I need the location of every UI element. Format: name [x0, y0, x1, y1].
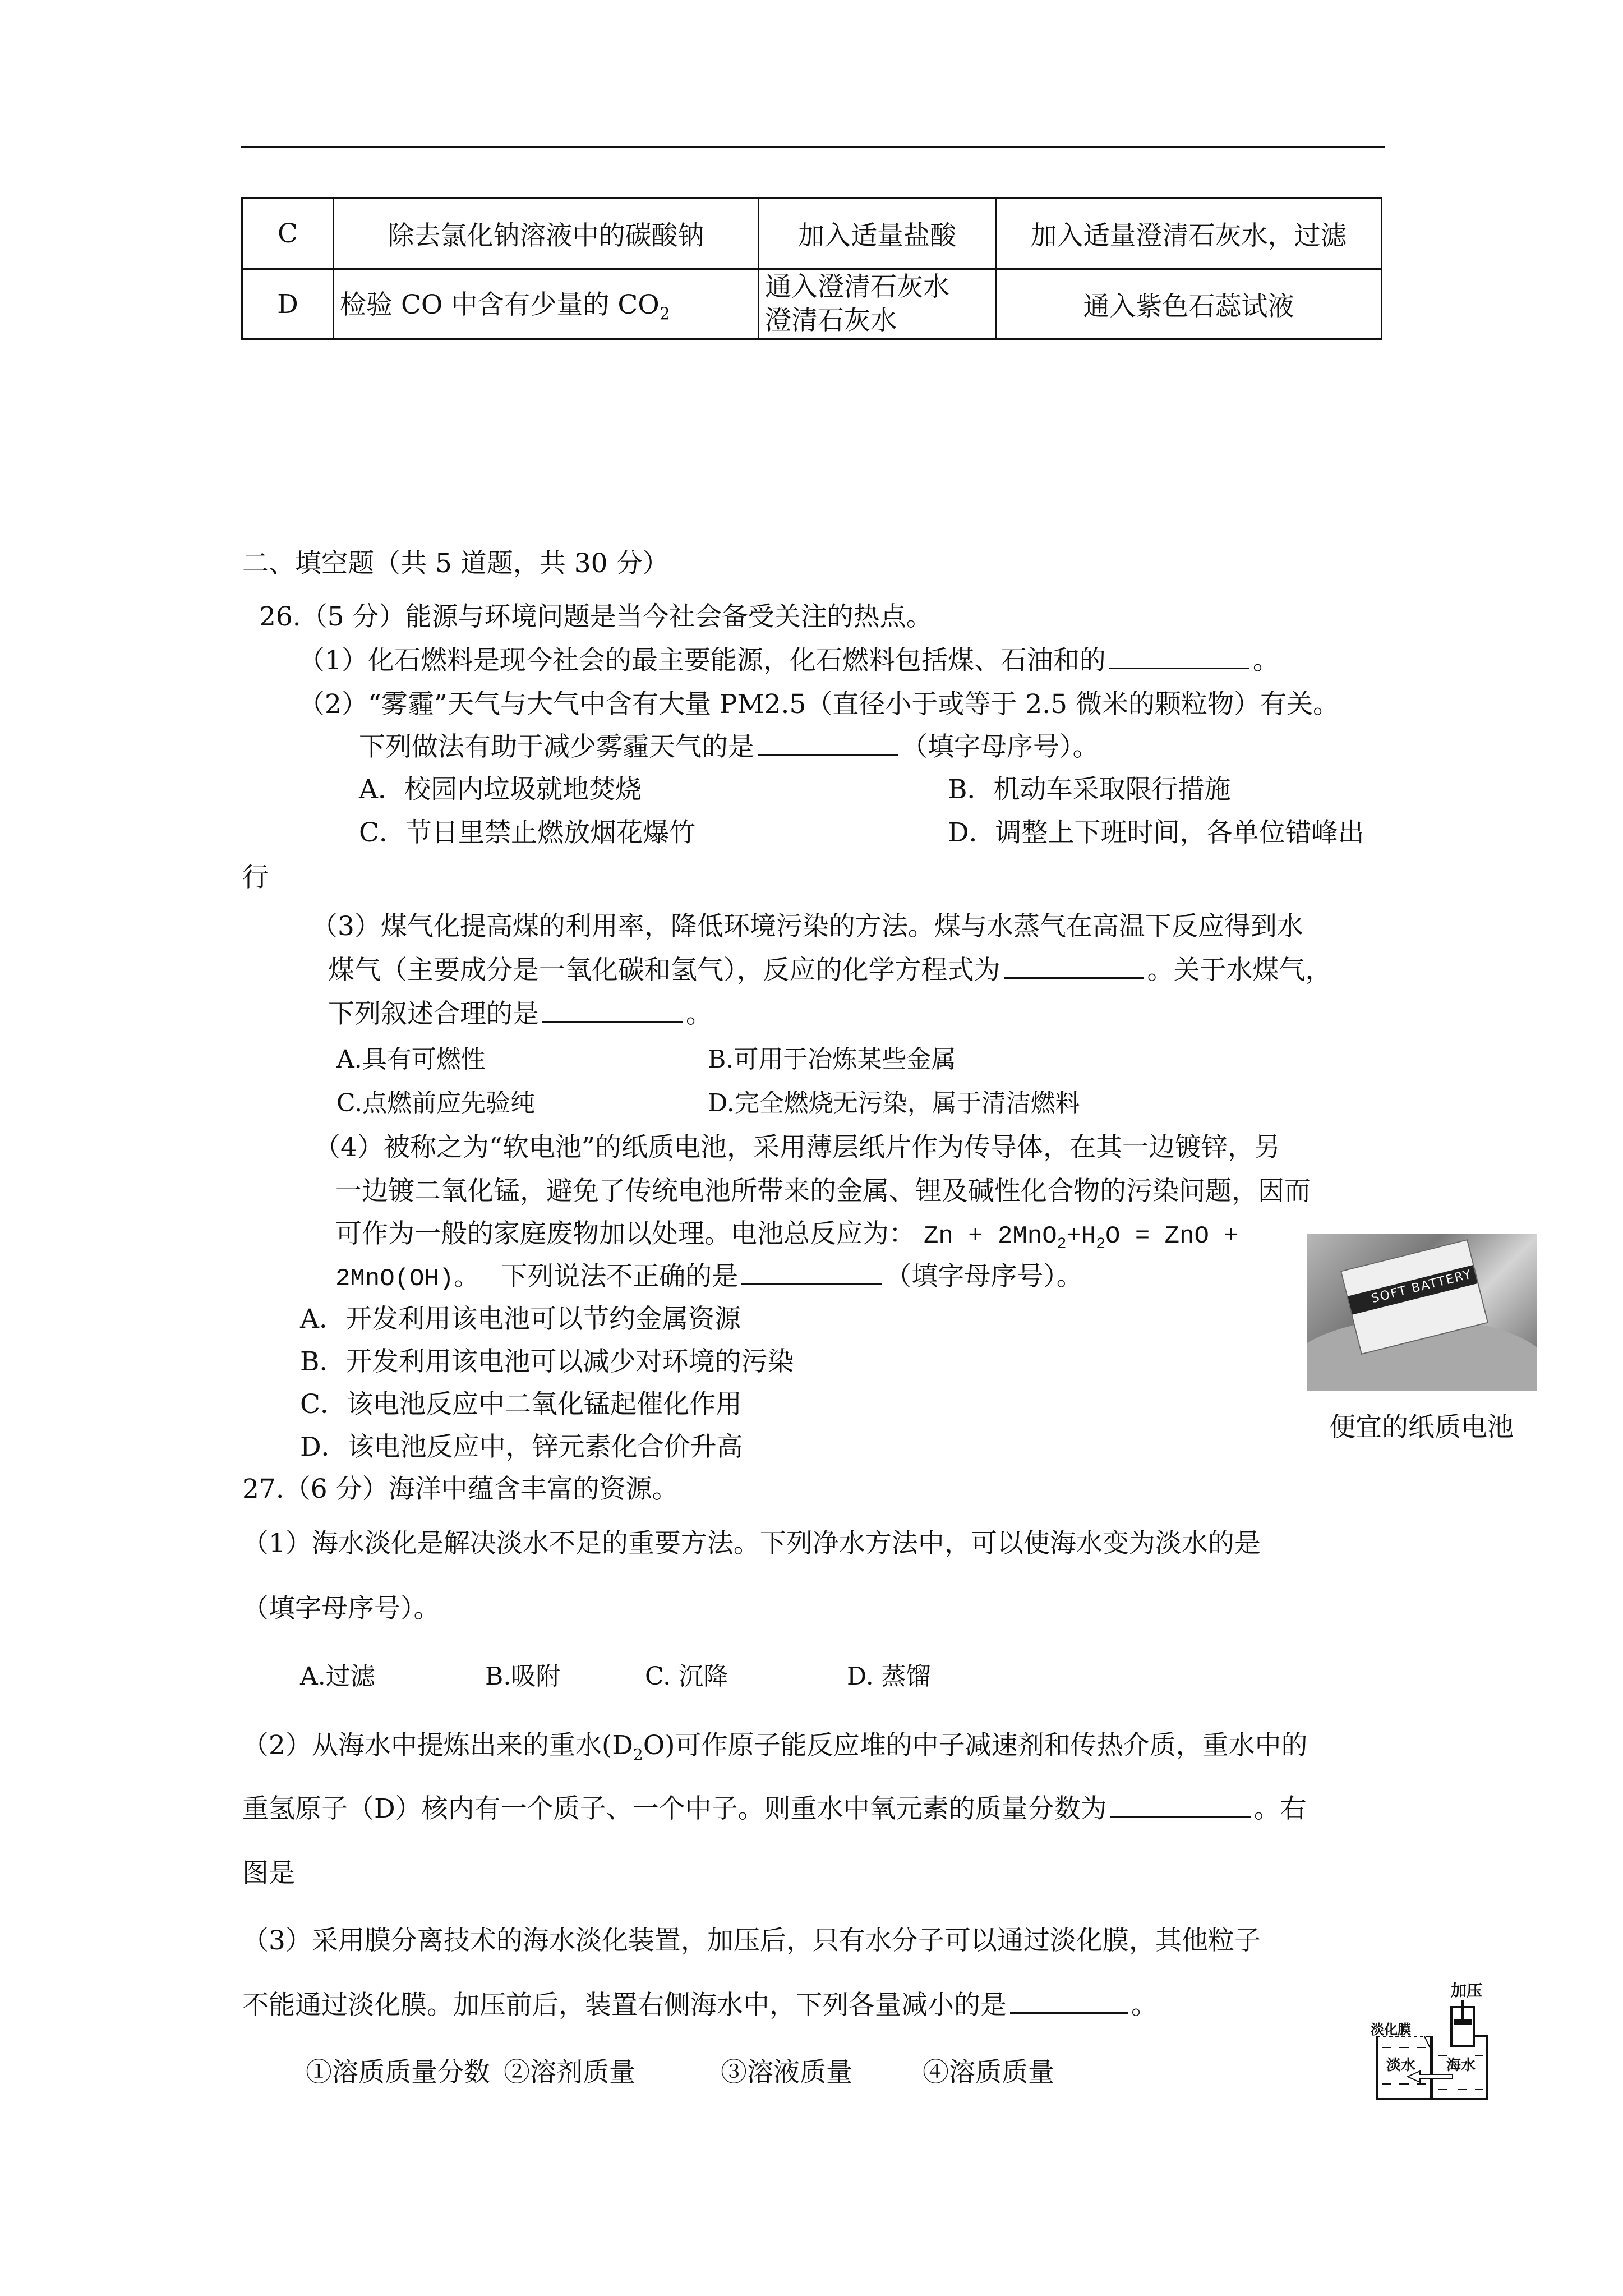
- q26-p4-option-b: B．开发利用该电池可以减少对环境的污染: [300, 1346, 794, 1377]
- answer-blank: [542, 999, 683, 1023]
- q27-part2-line3: 图是: [242, 1858, 295, 1889]
- q27-option-c: C. 沉降: [645, 1662, 728, 1691]
- q27-p3-option-2: ②溶剂质量: [504, 2057, 635, 2088]
- q26-part2-line2: 下列做法有助于减少雾霾天气的是 （填字母序号）。: [359, 731, 1099, 762]
- q27-option-d: D. 蒸馏: [847, 1662, 931, 1691]
- method-one: 加入适量盐酸: [759, 199, 996, 269]
- method-two: 通入紫色石蕊试液: [996, 269, 1382, 339]
- q26-part3-line2: 煤气（主要成分是一氧化碳和氢气），反应的化学方程式为 。关于水煤气，: [328, 955, 1332, 986]
- answer-blank: [1004, 955, 1144, 979]
- q26-part2-line1: （2）“雾霾”天气与大气中含有大量 PM2.5（直径小于或等于 2.5 微米的颗粒物）有关。: [298, 689, 1340, 720]
- header-rule: [241, 146, 1385, 148]
- answer-blank: [1110, 1793, 1251, 1818]
- q26-p3-option-c: C.点燃前应先验纯: [336, 1089, 536, 1117]
- option-letter: D: [242, 269, 334, 339]
- answer-blank: [1109, 645, 1249, 669]
- membrane-label: 淡化膜: [1371, 2022, 1411, 2037]
- pressure-label: 加压: [1450, 1981, 1483, 2000]
- reaction-equation: $Zn + 2MnO_2+H_2O$ = ZnO +: [923, 1222, 1239, 1253]
- q27-part3-line2: 不能通过淡化膜。加压前后，装置右侧海水中，下列各量减小的是 。: [242, 1990, 1158, 2021]
- experiment-aim: 检验 CO 中含有少量的 $CO_2$: [334, 269, 759, 339]
- q27-option-a: A.过滤: [300, 1662, 375, 1691]
- q26-p3-option-b: B.可用于冶炼某些金属: [708, 1045, 956, 1074]
- sea-water-label: 海水: [1446, 2057, 1476, 2074]
- q26-part3-line3: 下列叙述合理的是 。: [328, 999, 712, 1029]
- q26-part4-line3: 可作为一般的家庭废物加以处理。电池总反应为： $Zn + 2MnO_2+H_2O$ = ZnO +: [335, 1218, 1239, 1253]
- q26-part4-line4: 2MnO(OH)。 下列说法不正确的是 （填字母序号）。: [335, 1261, 1083, 1293]
- paper-battery-photo: [1307, 1234, 1537, 1391]
- q26-option-d: D．调整上下班时间，各单位错峰出: [948, 817, 1364, 848]
- options-table: [241, 197, 1382, 340]
- method-two: 加入适量澄清石灰水，过滤: [996, 199, 1382, 269]
- section-title: 二、填空题（共 5 道题，共 30 分）: [242, 548, 669, 579]
- q26-part3-line1: （3）煤气化提高煤的利用率，降低环境污染的方法。煤与水蒸气在高温下反应得到水: [311, 911, 1303, 942]
- q26-stem: 26.（5 分）能源与环境问题是当今社会备受关注的热点。: [259, 601, 933, 632]
- q26-p4-option-a: A．开发利用该电池可以节约金属资源: [300, 1304, 741, 1335]
- q26-option-b: B．机动车采取限行措施: [948, 774, 1231, 805]
- answer-blank: [758, 731, 898, 756]
- table-row: [242, 269, 1382, 339]
- q26-part4-line1: （4）被称之为“软电池”的纸质电池，采用薄层纸片作为传导体，在其一边镀锌，另: [314, 1132, 1280, 1163]
- q27-p3-option-1: ①溶质质量分数: [306, 2057, 490, 2088]
- q27-option-b: B.吸附: [485, 1662, 561, 1691]
- q26-p4-option-c: C．该电池反应中二氧化锰起催化作用: [300, 1389, 742, 1420]
- q26-option-c: C．节日里禁止燃放烟花爆竹: [359, 817, 695, 848]
- fresh-water-label: 淡水: [1386, 2057, 1416, 2074]
- q26-part4-line2: 一边镀二氧化锰，避免了传统电池所带来的金属、锂及碱性化合物的污染问题，因而: [335, 1176, 1311, 1207]
- answer-blank: [741, 1261, 882, 1285]
- q27-p3-option-4: ④溶质质量: [923, 2057, 1054, 2088]
- photo-caption: 便宜的纸质电池: [1329, 1412, 1514, 1443]
- q26-option-d-wrap: 行: [242, 862, 269, 893]
- piston-head: [1454, 2019, 1472, 2025]
- battery-logo: SOFT BATTERY: [1370, 1267, 1474, 1306]
- option-letter: C: [242, 199, 334, 269]
- q26-p3-option-a: A.具有可燃性: [336, 1045, 486, 1074]
- q27-part2-line1: （2）从海水中提炼出来的重水$(D_2O)$可作原子能反应堆的中子减速剂和传热介质，重水中的: [242, 1730, 1308, 1764]
- method-one: 通入澄清石灰水 澄清石灰水: [759, 269, 996, 339]
- answer-blank: [1010, 1990, 1128, 2014]
- q26-p3-option-d: D.完全燃烧无污染，属于清洁燃料: [708, 1089, 1080, 1117]
- q27-part3-line1: （3）采用膜分离技术的海水淡化装置，加压后，只有水分子可以通过淡化膜，其他粒子: [242, 1925, 1261, 1956]
- q27-part1-line2: （填字母序号）。: [242, 1593, 440, 1624]
- q27-part2-line2: 重氢原子（D）核内有一个质子、一个中子。则重水中氧元素的质量分数为 。右: [242, 1793, 1307, 1824]
- q27-stem: 27.（6 分）海洋中蕴含丰富的资源。: [242, 1474, 679, 1504]
- desalination-device-figure: [1368, 1980, 1497, 2109]
- q26-option-a: A．校园内垃圾就地焚烧: [359, 774, 642, 805]
- q27-p3-option-3: ③溶液质量: [721, 2057, 852, 2088]
- table-row: [242, 199, 1382, 269]
- q26-part1: （1）化石燃料是现今社会的最主要能源，化石燃料包括煤、石油和的 。: [298, 645, 1279, 676]
- q26-p4-option-d: D．该电池反应中，锌元素化合价升高: [300, 1432, 743, 1462]
- q27-part1-line1: （1）海水淡化是解决淡水不足的重要方法。下列净水方法中，可以使海水变为淡水的是: [242, 1528, 1261, 1559]
- experiment-aim: 除去氯化钠溶液中的碳酸钠: [334, 199, 759, 269]
